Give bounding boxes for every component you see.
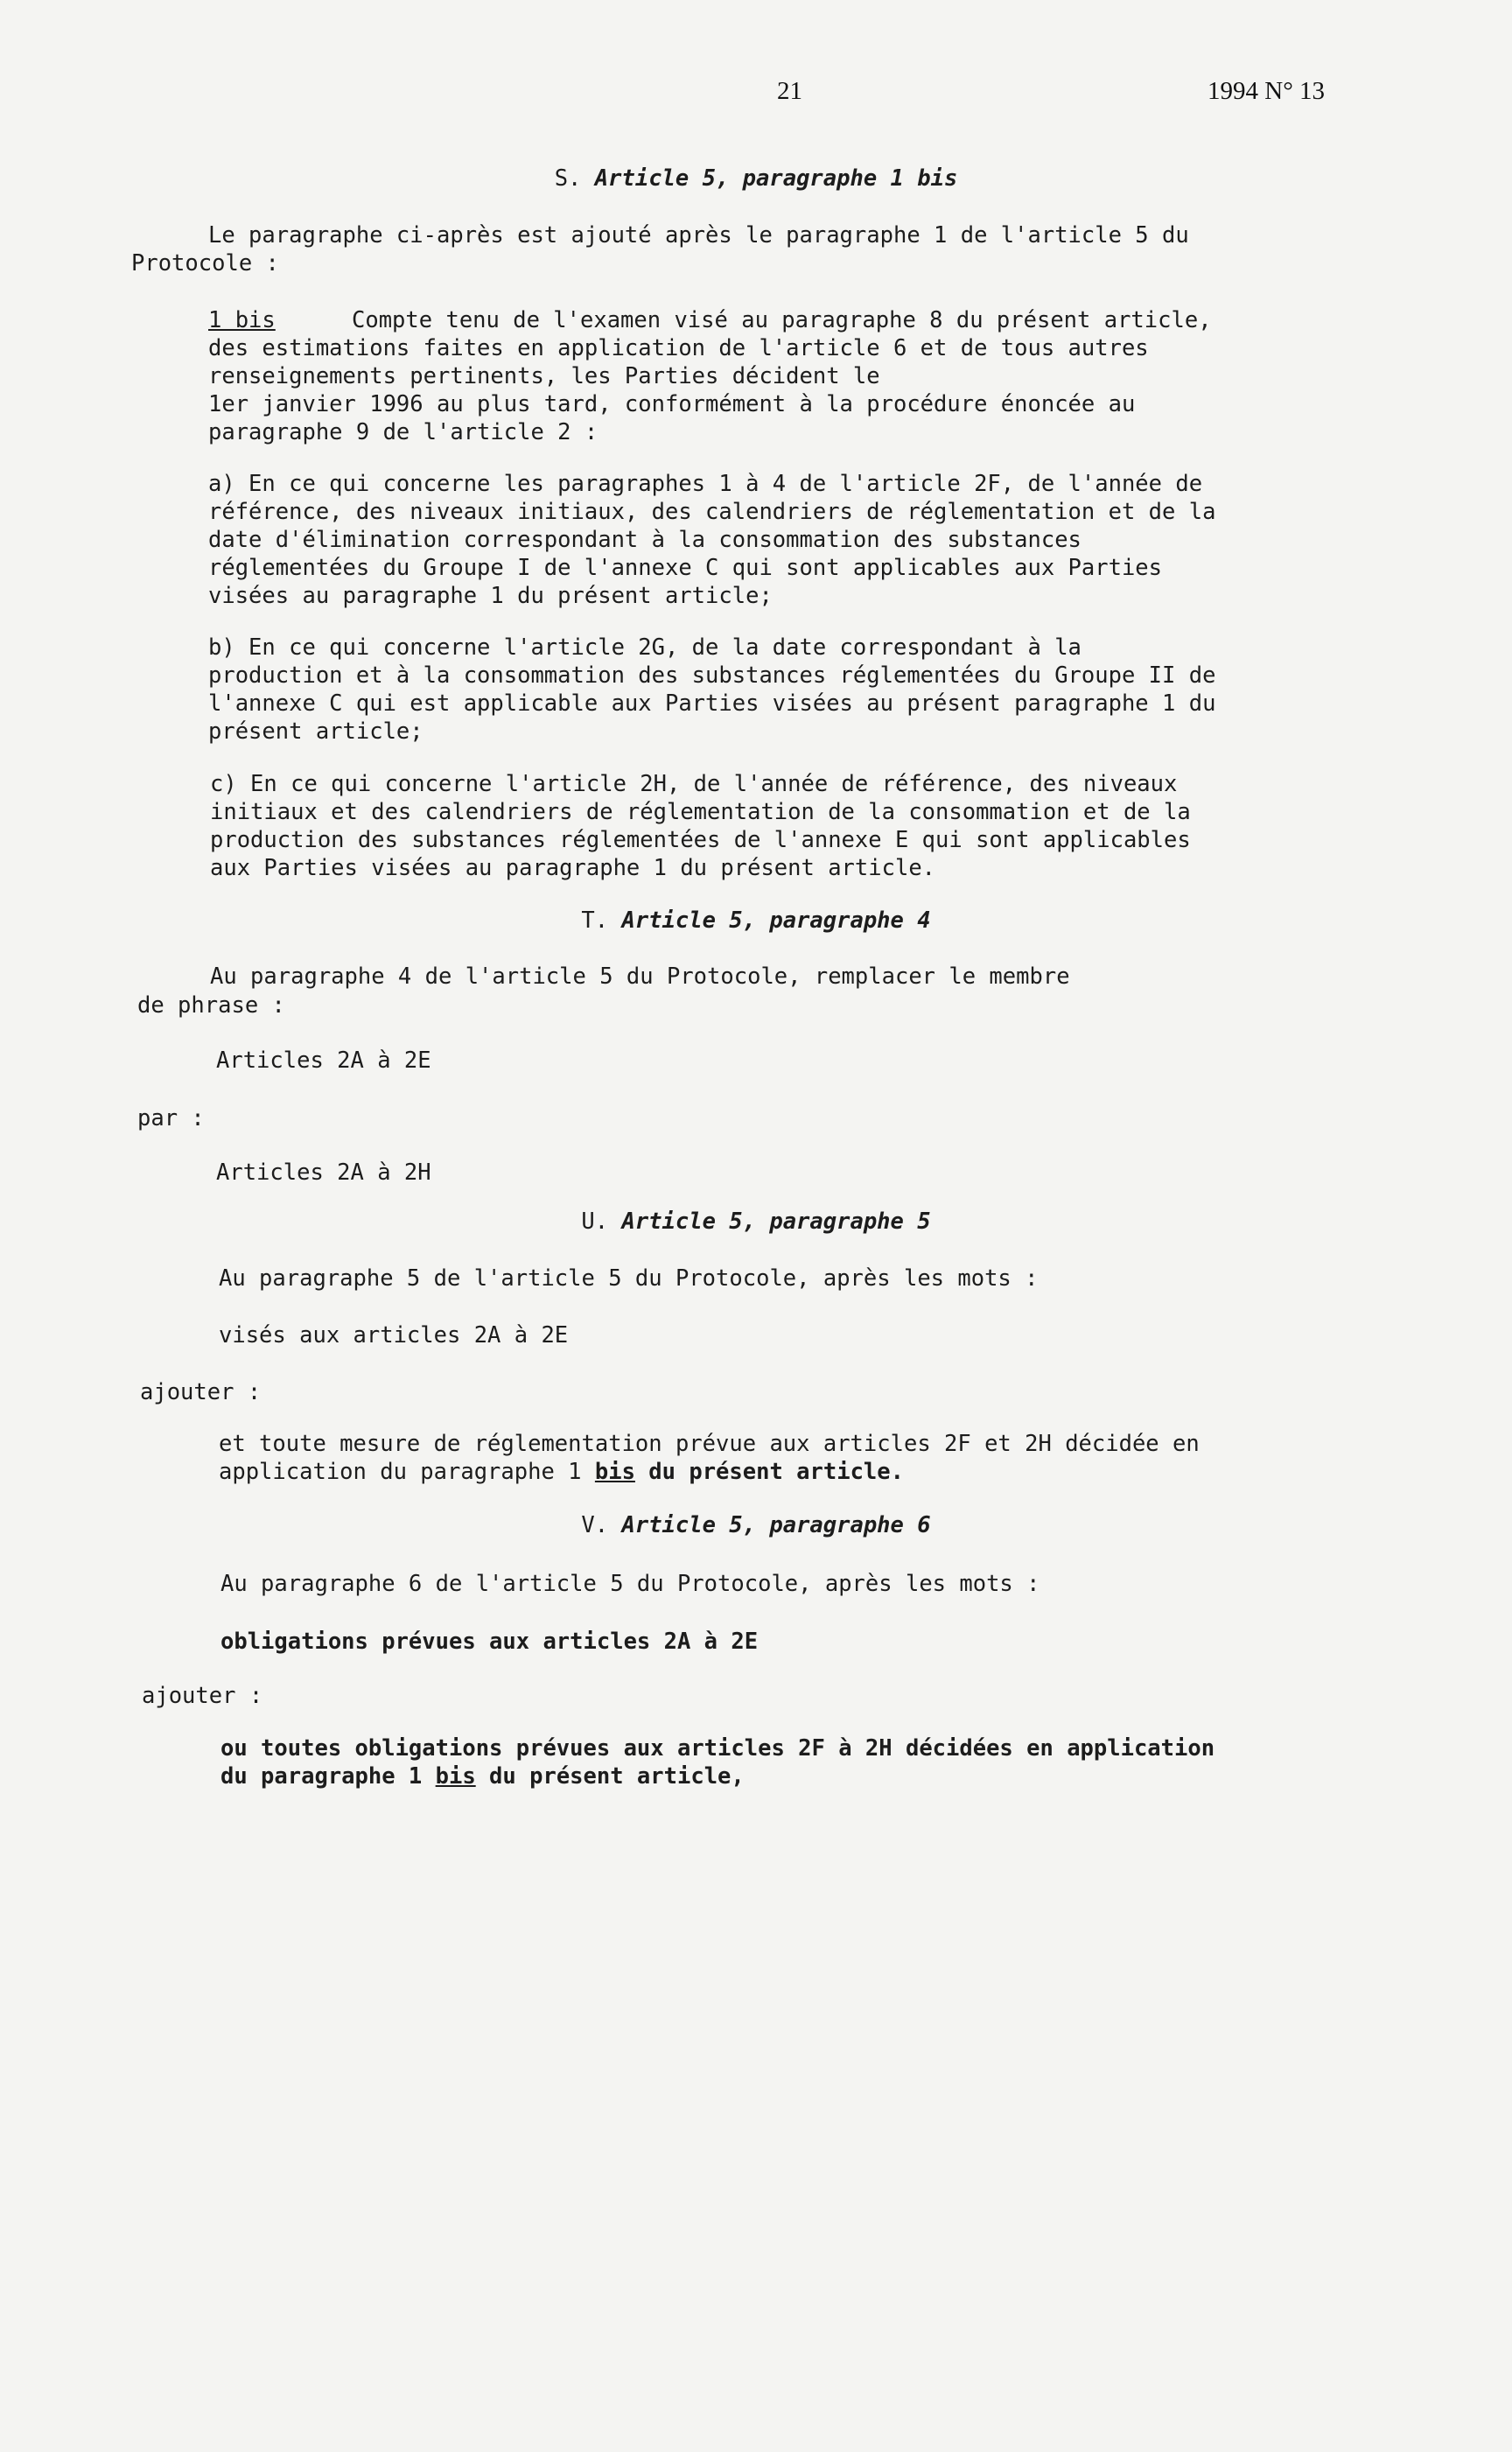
text-line xyxy=(219,1458,1200,1486)
text-line: référence, des niveaux initiaux, des calendriers de réglementation et de la xyxy=(208,499,1216,525)
text-line: initiaux et des calendriers de réglementation de la consommation et de la xyxy=(210,799,1191,825)
page-number: 21 xyxy=(777,77,802,105)
quoted-new-text: Articles 2A à 2H xyxy=(216,1159,431,1186)
section-letter: U. xyxy=(581,1208,609,1235)
par-label: par : xyxy=(137,1105,205,1131)
text-line: présent article; xyxy=(208,718,424,745)
section-letter: V. xyxy=(581,1512,609,1538)
ajouter-label: ajouter : xyxy=(142,1683,263,1709)
text-line: et toute mesure de réglementation prévue aux articles 2F et 2H décidée en xyxy=(219,1431,1200,1457)
section-s-heading xyxy=(0,165,1512,193)
quoted-text: visés aux articles 2A à 2E xyxy=(219,1322,569,1349)
text-segment: application du paragraphe 1 xyxy=(219,1459,595,1485)
bis-underlined: bis xyxy=(594,1459,635,1485)
section-title: Article 5, paragraphe 6 xyxy=(621,1512,931,1538)
text-line: b) En ce qui concerne l'article 2G, de la date correspondant à la xyxy=(208,634,1082,661)
section-title: Article 5, paragraphe 1 bis xyxy=(594,165,958,192)
text-line: production des substances réglementées de l'annexe E qui sont applicables xyxy=(210,827,1191,853)
text-segment: du présent article, xyxy=(475,1763,745,1790)
section-t-intro-cont xyxy=(137,991,285,1019)
text-line: Au paragraphe 4 de l'article 5 du Protocole, remplacer le membre xyxy=(210,963,1070,990)
section-s-intro xyxy=(208,221,1189,249)
text-line: renseignements pertinents, les Parties décident le xyxy=(208,363,880,389)
item-a xyxy=(208,470,1215,610)
item-b xyxy=(208,634,1215,746)
section-v-intro: Au paragraphe 6 de l'article 5 du Protocole, après les mots : xyxy=(220,1571,1040,1597)
section-u-intro: Au paragraphe 5 de l'article 5 du Protocole, après les mots : xyxy=(219,1265,1039,1292)
text-line: 1er janvier 1996 au plus tard, conformément à la procédure énoncée au xyxy=(208,391,1136,417)
section-t-intro xyxy=(210,963,1070,991)
bis-underlined: bis xyxy=(435,1763,476,1790)
text-line: production et à la consommation des substances réglementées du Groupe II de xyxy=(208,662,1216,689)
text-line: date d'élimination correspondant à la consommation des substances xyxy=(208,527,1082,553)
section-letter: T. xyxy=(581,907,609,934)
text-line: a) En ce qui concerne les paragraphes 1 à 4 de l'article 2F, de l'année de xyxy=(208,471,1203,497)
section-t-heading xyxy=(0,907,1512,935)
item-c xyxy=(210,770,1191,882)
text-line: paragraphe 9 de l'article 2 : xyxy=(208,419,598,445)
section-letter: S. xyxy=(554,165,582,192)
text-line xyxy=(208,306,1212,334)
paragraph-1bis xyxy=(208,306,1212,446)
text-segment: du paragraphe 1 xyxy=(220,1763,436,1790)
text-line: Protocole : xyxy=(131,250,279,277)
text-line: visées au paragraphe 1 du présent article; xyxy=(208,583,773,609)
text-line: réglementées du Groupe I de l'annexe C qui sont applicables aux Parties xyxy=(208,555,1163,581)
text-segment: du présent article. xyxy=(634,1459,904,1485)
text-line: aux Parties visées au paragraphe 1 du présent article. xyxy=(210,855,936,881)
section-v-heading xyxy=(0,1511,1512,1539)
journal-reference: 1994 N° 13 xyxy=(1208,77,1326,105)
text-line: Le paragraphe ci-après est ajouté après le paragraphe 1 de l'article 5 du xyxy=(208,222,1189,249)
text-line: de phrase : xyxy=(137,992,285,1019)
section-title: Article 5, paragraphe 4 xyxy=(621,907,931,934)
paragraph-label: 1 bis xyxy=(208,307,276,333)
section-v-addition xyxy=(220,1734,1214,1790)
paragraph-text: Compte tenu de l'examen visé au paragraphe 8 du présent article, xyxy=(352,307,1212,333)
section-u-heading xyxy=(0,1208,1512,1236)
quoted-text: obligations prévues aux articles 2A à 2E xyxy=(220,1629,759,1655)
text-line: c) En ce qui concerne l'article 2H, de l'année de référence, des niveaux xyxy=(210,771,1178,797)
text-line: l'annexe C qui est applicable aux Parties visées au présent paragraphe 1 du xyxy=(208,690,1216,717)
quoted-old-text: Articles 2A à 2E xyxy=(216,1047,431,1074)
text-line: des estimations faites en application de l'article 6 et de tous autres xyxy=(208,335,1149,361)
section-s-intro-cont xyxy=(131,249,279,277)
text-line xyxy=(220,1762,1214,1790)
ajouter-label: ajouter : xyxy=(140,1379,262,1405)
section-title: Article 5, paragraphe 5 xyxy=(621,1208,931,1235)
text-line: ou toutes obligations prévues aux articles 2F à 2H décidées en application xyxy=(220,1735,1215,1762)
section-u-addition xyxy=(219,1430,1200,1486)
